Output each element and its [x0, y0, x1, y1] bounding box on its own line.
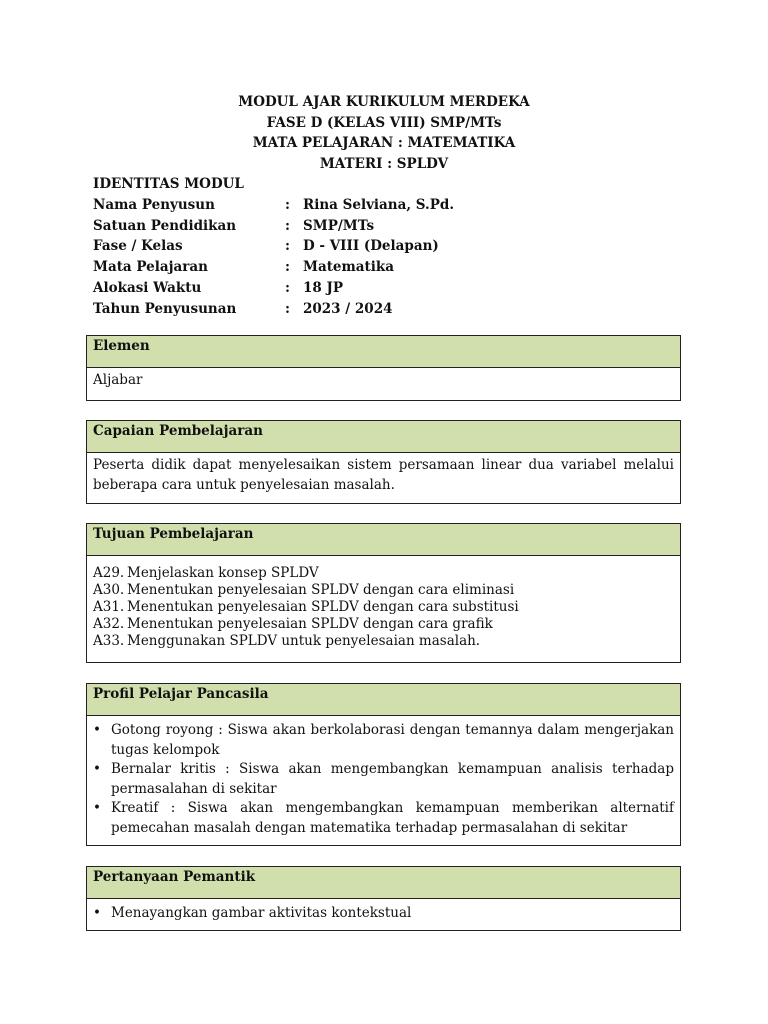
bullet-icon: • [93, 905, 101, 921]
tujuan-list [93, 558, 674, 650]
title-line-3: MATA PELAJARAN : MATEMATIKA [252, 135, 516, 151]
tujuan-code: A32. [93, 616, 125, 632]
tujuan-box [86, 523, 681, 663]
tujuan-item [93, 633, 674, 650]
identitas-label: Fase / Kelas [93, 238, 183, 255]
identitas-row-satuan-pendidikan [93, 216, 693, 237]
title-line-1: MODUL AJAR KURIKULUM MERDEKA [238, 94, 530, 110]
profil-heading: Profil Pelajar Pancasila [87, 684, 680, 716]
tujuan-body [87, 556, 680, 650]
identitas-row-nama-penyusun [93, 195, 693, 216]
identitas-value: Rina Selviana, S.Pd. [303, 196, 455, 213]
elemen-box [86, 335, 681, 401]
tujuan-item [93, 565, 674, 582]
identitas-heading: IDENTITAS MODUL [93, 176, 244, 192]
tujuan-text: Menjelaskan konsep SPLDV [127, 565, 319, 581]
tujuan-item [93, 616, 674, 633]
capaian-box [86, 420, 681, 504]
identitas-value: 18 JP [303, 279, 344, 296]
tujuan-text: Menentukan penyelesaian SPLDV dengan cara grafik [127, 616, 493, 632]
profil-item-text: Bernalar kritis : Siswa akan mengembangkan kemampuan analisis terhadap permasalahan di sekitar [111, 761, 674, 797]
tujuan-code: A29. [93, 565, 125, 581]
tujuan-item [93, 599, 674, 616]
identitas-colon: : [285, 238, 290, 255]
identitas-modul [93, 174, 693, 320]
identitas-row-alokasi-waktu [93, 278, 693, 299]
identitas-row-fase-kelas [93, 236, 693, 257]
tujuan-code: A33. [93, 633, 125, 649]
identitas-label: Satuan Pendidikan [93, 217, 237, 234]
identitas-row-tahun-penyusunan [93, 299, 693, 320]
identitas-colon: : [285, 279, 290, 296]
profil-item-text: Kreatif : Siswa akan mengembangkan kemampuan memberikan alternatif pemecahan masalah dengan matematika terhadap permasalahan di sekitar [111, 800, 674, 836]
identitas-label: Alokasi Waktu [93, 279, 202, 296]
identitas-colon: : [285, 300, 290, 317]
identitas-row-mata-pelajaran [93, 257, 693, 278]
pemantik-box [86, 866, 681, 931]
identitas-colon: : [285, 196, 290, 213]
pemantik-item-text: Menayangkan gambar aktivitas kontekstual [111, 905, 412, 921]
elemen-heading: Elemen [87, 336, 680, 368]
pemantik-list [93, 901, 674, 924]
profil-body [87, 716, 680, 838]
tujuan-code: A31. [93, 599, 125, 615]
title-line-4: MATERI : SPLDV [319, 155, 449, 172]
pemantik-heading: Pertanyaan Pemantik [87, 867, 680, 899]
tujuan-item [93, 582, 674, 599]
bullet-icon: • [93, 722, 101, 738]
capaian-heading: Capaian Pembelajaran [87, 421, 680, 453]
tujuan-text: Menggunakan SPLDV untuk penyelesaian masalah. [127, 633, 481, 649]
identitas-value: Matematika [303, 259, 395, 276]
profil-item [93, 760, 674, 799]
profil-item [93, 721, 674, 760]
identitas-label: Mata Pelajaran [93, 259, 208, 276]
profil-list [93, 718, 674, 838]
identitas-value: SMP/MTs [303, 217, 375, 234]
pemantik-item [93, 904, 674, 924]
tujuan-heading: Tujuan Pembelajaran [87, 524, 680, 556]
profil-item-text: Gotong royong : Siswa akan berkolaborasi dengan temannya dalam mengerjakan tugas kelompok [111, 722, 674, 758]
identitas-colon: : [285, 217, 290, 234]
tujuan-text: Menentukan penyelesaian SPLDV dengan cara substitusi [127, 599, 519, 615]
bullet-icon: • [93, 800, 101, 816]
identitas-colon: : [285, 259, 290, 276]
elemen-body: Aljabar [93, 372, 143, 388]
identitas-label: Nama Penyusun [93, 196, 215, 213]
identitas-label: Tahun Penyusunan [93, 300, 237, 317]
document-title [0, 92, 768, 174]
profil-box [86, 683, 681, 846]
tujuan-text: Menentukan penyelesaian SPLDV dengan cara eliminasi [127, 582, 515, 598]
capaian-body: Peserta didik dapat menyelesaikan sistem persamaan linear dua variabel melalui beberapa cara untuk penyelesaian masalah. [93, 457, 674, 493]
title-line-2: FASE D (KELAS VIII) SMP/MTs [266, 114, 502, 131]
identitas-value: D - VIII (Delapan) [303, 238, 439, 255]
profil-item [93, 799, 674, 838]
bullet-icon: • [93, 761, 101, 777]
identitas-value: 2023 / 2024 [303, 300, 393, 317]
tujuan-code: A30. [93, 582, 125, 598]
pemantik-body [87, 899, 680, 924]
